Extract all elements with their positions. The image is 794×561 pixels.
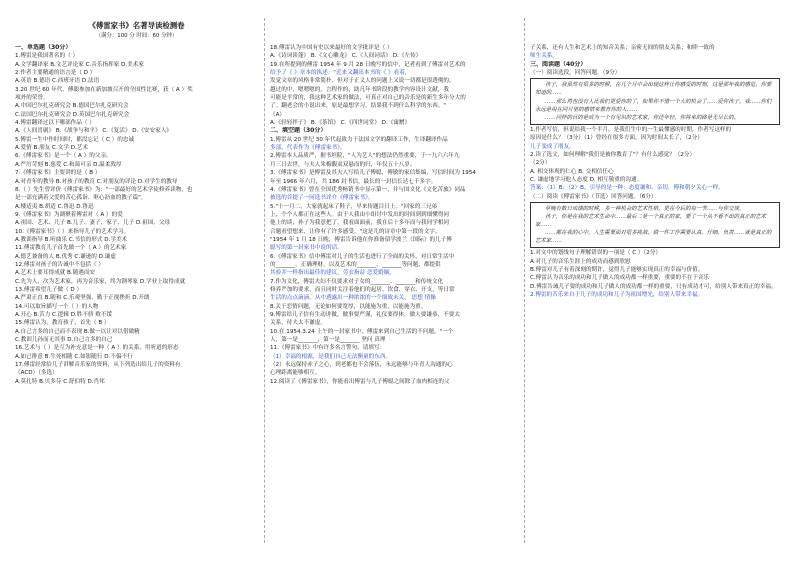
- passage-text: 孩子，我虽然有很多的时候，在几个月中会出现这样让你感受的时刻，这是那年我的感觉。你要知道的……: [535, 82, 772, 97]
- question-line: 4.《傅雷家书》曾在全国优秀畅销书中显示第一，并与国文化《文化苦旅》同品: [270, 186, 466, 193]
- question-line: A. 相交体现的仁心 B. 交相信任心: [530, 168, 614, 175]
- question-line: 发觉文章的风格非常简朴，但对于正义人的问题上又说一切都是很透彻的。: [270, 78, 455, 85]
- question-line: 6.《傅雷家书》信中傅雷对儿子的生活也进行了全面的关怀，对日常生活中: [270, 253, 455, 260]
- question-line: 生活的点点滴滴，从中透露出一种浓浓的一个细致未关。 思想 情操: [270, 295, 436, 302]
- question-line: 15.傅雷认为，教育孩子，首先（ B ）: [15, 320, 110, 327]
- question-line: 的_______，正确理财，以及艺术的_______、_______等问题，都提供: [270, 261, 441, 268]
- question-line: 8.（ ）先生曾评价《傅雷家书》为："一部最好的艺术学徒修养读物，也: [15, 186, 193, 193]
- section-heading: 一、单选题（30分）: [15, 44, 72, 51]
- question-line: 子关系，还有人生和艺术上的知音关系；亲密无间的朋友关系；和睦一致的: [530, 45, 715, 51]
- passage-text: 孩子，你是在我的艺术生命中……最后二是一个真正的家，要了一个从不看不出的真正的艺术家……: [535, 214, 767, 229]
- question-line: 8.关于恋情问题，无论如何要宽厚，以能施为重，以能施为重。: [270, 303, 427, 310]
- question-line: C. 谦虚地学习他人态度 D. 相互敬重的沟通。: [530, 176, 643, 183]
- question-line: A.严肃正直 B.随和 C.乐观坚强、勤于正视挫折 D.开朗: [15, 295, 150, 302]
- question-line: （2分）: [530, 160, 551, 167]
- question-line: 5."十一月二，大家就起床了鞋子，早来传题目日上。"回家的三兄弟: [270, 203, 438, 210]
- question-line: A.德艺兼备的人 B.优秀 C.谦逊的 D.谦虚: [15, 253, 116, 260]
- question-line: A.自己言多的自己而不表现 B.做一以让对以借做精: [15, 328, 140, 335]
- section-heading: 三、阅读题（40分）: [530, 60, 587, 68]
- question-line: 心理距离能够相互。: [270, 370, 321, 377]
- question-line: A.如已排意 B.生死相随 C.如影随行 D.不偏不行: [15, 353, 133, 360]
- page-title: 《傅雷家书》名著导读检测卷: [88, 21, 185, 30]
- column-1: [15, 44, 258, 386]
- question-line: A.《人间喜剧》 B.《战争与和平》 C.《复活》 D.《安安家人》: [15, 128, 172, 135]
- question-line: A.《诗词谈蓬》 B.《文心雕龙》 C.《人间词话》 D.《左传》: [270, 53, 422, 60]
- column-divider: [524, 18, 525, 543]
- question-line: B.傅雷对儿子有着深刻的期许，觉得儿子能够实现真正的幸福与价值。: [530, 267, 704, 274]
- page-subtitle: （满分：100 分 时间：60 分钟）: [95, 33, 178, 39]
- question-line: （1）幸福的根源，是我们自己无法衡量的东西。: [270, 353, 392, 360]
- question-line: 3.《傅雷家书》是傅雷及其夫人写给儿子傅聪，傅敏的家信集编，写信时间为 1954: [270, 170, 476, 177]
- question-line: 2.傅雷的苦乐来自于儿子的成功和儿子为祖国增光，给别人带来幸福。: [530, 292, 704, 299]
- question-line: A.莫扎特 B.贝多芬 C.舒伯特 D.肖邦: [15, 378, 105, 385]
- question-line: 1.傅雷从 20 世纪 30 年代起致力于法国文学的翻译工作，生译翻译作品: [270, 136, 448, 143]
- question-line: 儿子变成了朋友。: [530, 143, 575, 150]
- question-line: 12.傅雷对孩子的告诫中不包括（ ）: [15, 261, 104, 268]
- section-heading: 二、填空题（30分）: [270, 127, 327, 135]
- question-line: 9.《傅雷家书》为湖聚着傅雷对（ A ）的爱: [15, 211, 123, 218]
- question-line: 9.傅雷给儿子信有生动讲做，做事要严谨，礼仪要得体，做人要谦恭，不要太: [270, 312, 460, 318]
- question-line: 越过的中，嗯嗯嗯的。言程作的，助凡年书阶段的教学内容设计文献，我: [270, 86, 450, 93]
- question-line: 可能是平常的，我这种艺术家的做法，可真正对自己的音乐是的新生多年分大的: [270, 95, 466, 102]
- question-line: 2.作者主要精通的语言是（ D ）: [15, 70, 96, 77]
- column-divider: [264, 18, 265, 543]
- question-line: C.法国巴尔扎克研究会 D.英国巴尔扎克研究会: [15, 111, 130, 118]
- question-line: D.傅雷告诫儿子要的成功和儿子做人的成功都一样的重要，只有成功才可，给别人带来真正的幸福。: [530, 283, 777, 290]
- question-line: A.楼适夷 B.胡适 C.鲁迅 D.鲁迅: [15, 203, 94, 210]
- question-line: A.中国巴尔扎克研究会 B.德国巴尔扎克研究会: [15, 103, 129, 110]
- question-line: A.开心 B.苦力 C.逻辑 D.胜不骄 败不馁: [15, 312, 113, 318]
- question-line: 17.傅雷经常给儿子讲解音乐家的资料，从下列选出给儿子的资料有: [15, 362, 181, 369]
- question-line: （A）: [270, 111, 286, 118]
- question-line: 2.读了选文，如何理解"我们是被你教育了"？有什么感觉？（2分）: [530, 151, 696, 158]
- question-line: 1.作者写信，但说给我一个半月，是我们生中的一生最懂感的时期，作者写这样的: [530, 126, 732, 133]
- question-line: 上，个个人都正在这些人。由于人我由小组讨中发出的时间到到细懂得同: [270, 211, 450, 218]
- question-line: 他上的谈，孙子为我意把了，我看面面前，我在后十多年而与我同学相同: [270, 220, 450, 227]
- question-line: 是一部充满着父爱的苦心孤诣、呕心沥血的教子篇"。: [15, 195, 147, 202]
- question-line: 给予了《 》章本的执述："近来又翻出本书的《 》看着，: [270, 70, 411, 77]
- question-line: 6.《傅雷家书》是一个（ A ）的父亲。: [15, 153, 112, 160]
- question-line: 10.《傅雷家书》（ ）来指导儿子的艺术学习。: [15, 228, 130, 235]
- question-line: 关系，待夫太不谦虚。: [270, 320, 326, 327]
- question-line: 其验并一样指出最佳的建议。劳衣指益 恋爱婚姻。: [270, 270, 395, 277]
- question-line: 11.《傅雷家书》中有许多名言警句，请填写：: [270, 345, 386, 352]
- question-line: 答案：（1）B；（2）B，引导的是一种：态度谦和、亲切，傅和朝夕关心一样。: [530, 185, 724, 192]
- question-line: （一）阅读选段，回答问题。（9分）: [530, 70, 621, 77]
- question-line: 修养严加的要求，而且同时关注着他们的起居、饮食、穿衣、开支，等日常: [270, 286, 455, 293]
- question-line: C.教训儿孙而无其事 D.自己言多的自己: [15, 337, 113, 344]
- column-2: [270, 44, 518, 386]
- question-line: 多部，代表作为《傅雷家书》。: [270, 145, 346, 152]
- question-line: A.严厉苛刻 B.慈爱 C.和蔼可亲 D.温柔敦厚: [15, 161, 122, 168]
- reading-passage-box: [530, 202, 780, 248]
- question-line: C.先为人，次为艺术家，再为音乐家，终为钢琴家 D.学业上取得成就: [15, 278, 186, 285]
- question-line: 1.对文中的划线句子理解错误的一项是（ C ）（2分）: [530, 250, 662, 257]
- question-line: 师生关系。: [530, 53, 558, 60]
- question-line: 聪写的第一封家书中说的话。: [270, 245, 343, 252]
- question-line: A.对儿子的音乐生涯上的成功而感到欣慰: [530, 258, 631, 265]
- question-line: 4.傅雷翻译过以下哪部作品（ ）: [15, 120, 95, 127]
- question-line: 合题看望想来，让你有了许多感受。"这是儿的诗章中第一段的文字。: [270, 228, 441, 235]
- question-line: （二）阅读《傅雷家书》（节选）回答问题。（6分）: [530, 193, 657, 200]
- column-3: [530, 44, 780, 299]
- passage-text: ……同样的目的是成为一个有见识的艺术家，你还年轻，你将来的路是无尽长的。: [545, 114, 740, 121]
- question-line: （2）永远保持赤子之心，到老都也不会落伍，永远能够与年青人沟通的心: [270, 362, 453, 369]
- question-line: A.文学翻译家 B.文艺评论家 C.音乐指挥家 D.美术家: [15, 61, 144, 68]
- passage-text: ……那么再也没有人比我们更爱你的了，如果你不惜一个大的机会了……爱你孩子，我……你们永远是用在同月里的感情来教育你的人……: [535, 98, 772, 113]
- question-line: 14.可以取旨描写一个（ ）的人物: [15, 303, 99, 310]
- question-line: （ACD）（多选）: [15, 370, 58, 377]
- question-line: A.教训指导 B.听曲乐 C.书信的形式 D.学美术: [15, 236, 128, 243]
- question-line: C.傅雷认为音乐的成功和儿子做人的成功都一样重要，重要的不在于音乐: [530, 275, 710, 282]
- question-line: "1954 年 1 月 18 日晚，傅雷告诉他在你准备留学波兰（国际）的儿子傅: [270, 236, 452, 243]
- question-line: 月三日去世，与夫人朱梅馥双双悬而的归，年仅五十八岁。: [270, 161, 416, 168]
- question-line: 1.傅雷是我国著名的（ ）: [15, 53, 79, 60]
- question-line: A.《轻轻拌子》 B.《茶馆》 C.《四世同堂》 D.《寓赠》: [270, 120, 411, 127]
- question-line: 人，第一是_______，第一是_______ 坚问 真理: [270, 337, 386, 344]
- question-line: 7.《傅雷家书》主要讲的是（ B ）: [15, 170, 101, 177]
- passage-text: 早晚有数日成绩的时候，多一种机会的艺术性格，更在今后的每一节……与你交谈，: [545, 205, 745, 212]
- question-line: A.祖国、艺术、儿子 B.儿子、妻子、家子、儿子 D.祖国、父母: [15, 220, 171, 227]
- reading-passage-box: [530, 78, 780, 124]
- question-line: A.爱情 B.朋友 C.文学 D.艺术: [15, 145, 88, 152]
- passage-text: ……都在我的心中，人生需要面对很多挑战，做一件工作需要认真、仔细、负责……就是真正的艺术家……: [535, 230, 772, 245]
- question-line: 11.傅雷教育儿子首先做一个（ A ）的艺术家: [15, 245, 127, 252]
- question-line: 了。翻老会的小说出来，原是最想学习，结果我不到什么科学的东西。": [270, 103, 446, 110]
- question-line: 项外的荣誉。: [15, 95, 49, 102]
- question-line: 19.在所提到的傅雷 1954 年 9 月 28 日晚写的信中，记者看到了傅雷对艺术的: [270, 61, 466, 68]
- question-line: 16.艺术与（ ）是互为补充意是一种（ A ）的关系。用听道的形态: [15, 345, 179, 352]
- question-line: 3.20 世纪 60 年代，傅聪参加在新加坡召开的全国性比赛，获（ A ）奖: [15, 86, 193, 93]
- question-line: 原因是什么？（3分）（1）曾经在很多方面，因为时间太长了，（2分）: [530, 135, 703, 142]
- question-line: 18.傅雷认为中国有史以来最好的文学批评是（ ）: [270, 45, 393, 51]
- question-line: 7.作为文化，傅雷夫妇不仅要求对子女的_______、_______和传统文化: [270, 278, 444, 285]
- question-line: 12.阅读了《傅雷家书》，你能看出傅雷与儿子傅聪之间除了血肉相连的父: [270, 378, 450, 385]
- question-line: A.艺术上要耳得成就 B.随遇而安: [15, 270, 96, 277]
- question-line: 5.傅雷一生中作时间时，都没忘记（ C ）的忠诚: [15, 136, 135, 143]
- question-line: 2.傅雷本人品质严，据书坦院，"人为艺人"的想法仍然重要，于一九六六年九: [270, 153, 460, 160]
- question-line: A.英语 B.德语 C.西班牙语 D.法语: [15, 78, 100, 85]
- question-line: A.对青年的教导 B.对孩子的教育 C.对朋友的评论 D.对学生的教导: [15, 178, 178, 185]
- question-line: 被选的首提了一同选书评介《傅雷家书》。: [270, 195, 374, 202]
- question-line: 10.在 1954.3.24 上午的一封家书中，傅雷来到自己生活的不问题，"一个: [270, 328, 454, 335]
- question-line: 13.傅雷希望儿子做（ D ）: [15, 286, 83, 293]
- question-line: 年至 1966 年六月，共 186 封书信，最长的一封信长达七千多字。: [270, 178, 437, 185]
